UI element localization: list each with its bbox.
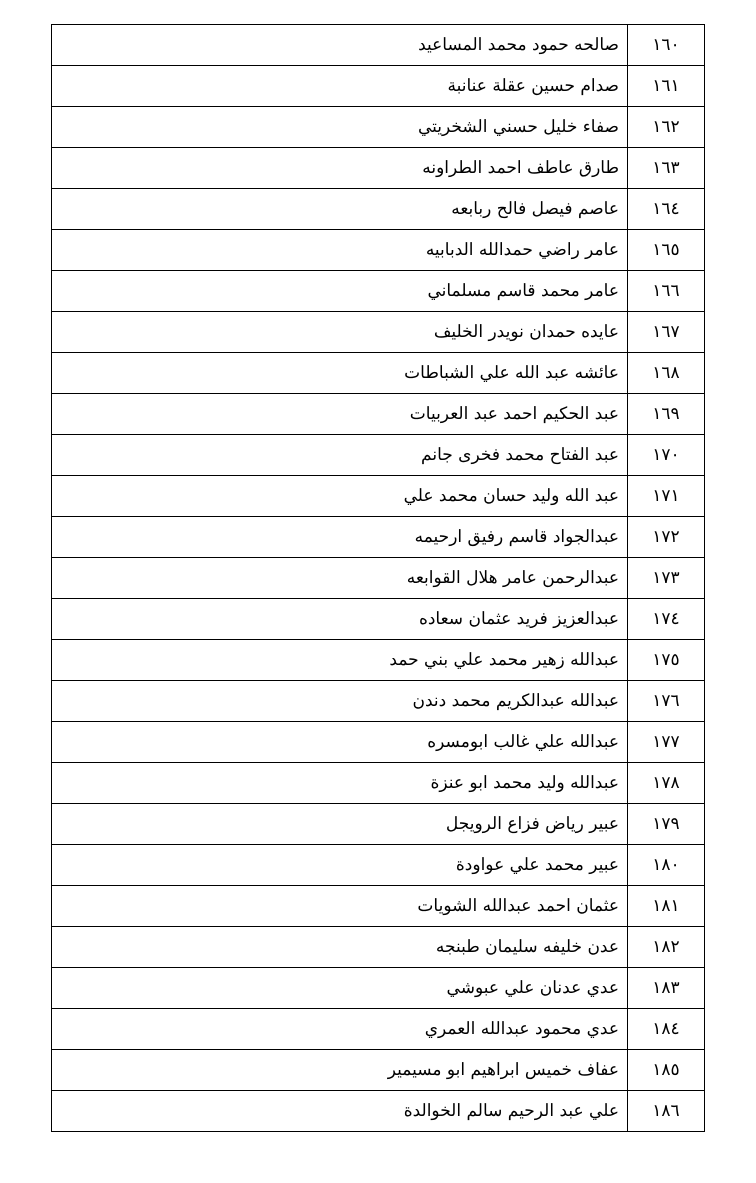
row-number: ١٧٣	[628, 558, 705, 599]
row-name: عامر محمد قاسم مسلماني	[52, 271, 628, 312]
table-row	[52, 599, 705, 640]
table-row	[52, 763, 705, 804]
row-name: عبد الحكيم احمد عبد العربيات	[52, 394, 628, 435]
row-name: عدي محمود عبدالله العمري	[52, 1009, 628, 1050]
table-row	[52, 722, 705, 763]
row-name: عبدالله زهير محمد علي بني حمد	[52, 640, 628, 681]
row-number: ١٧٧	[628, 722, 705, 763]
row-number: ١٦٣	[628, 148, 705, 189]
table-row	[52, 312, 705, 353]
table-row	[52, 271, 705, 312]
row-name: عبير محمد علي عواودة	[52, 845, 628, 886]
row-name: عدي عدنان علي عبوشي	[52, 968, 628, 1009]
row-name: عفاف خميس ابراهيم ابو مسيمير	[52, 1050, 628, 1091]
row-name: عبدالجواد قاسم رفيق ارحيمه	[52, 517, 628, 558]
row-number: ١٧٦	[628, 681, 705, 722]
row-number: ١٨٤	[628, 1009, 705, 1050]
row-number: ١٨١	[628, 886, 705, 927]
row-name: عدن خليفه سليمان طبنجه	[52, 927, 628, 968]
row-number: ١٧٩	[628, 804, 705, 845]
row-number: ١٦٤	[628, 189, 705, 230]
row-number: ١٧٠	[628, 435, 705, 476]
row-name: عائشه عبد الله علي الشباطات	[52, 353, 628, 394]
row-number: ١٧٢	[628, 517, 705, 558]
row-number: ١٦٦	[628, 271, 705, 312]
row-number: ١٦٠	[628, 25, 705, 66]
table-row	[52, 435, 705, 476]
row-number: ١٧٥	[628, 640, 705, 681]
row-number: ١٦٥	[628, 230, 705, 271]
row-number: ١٨٣	[628, 968, 705, 1009]
row-name: عامر راضي حمدالله الدبابيه	[52, 230, 628, 271]
table-row	[52, 804, 705, 845]
table-row	[52, 25, 705, 66]
table-row	[52, 476, 705, 517]
row-name: عاصم فيصل فالح ربابعه	[52, 189, 628, 230]
table-row	[52, 394, 705, 435]
table-row	[52, 681, 705, 722]
row-name: عثمان احمد عبدالله الشويات	[52, 886, 628, 927]
row-name: عبدالله عبدالكريم محمد دندن	[52, 681, 628, 722]
row-number: ١٧١	[628, 476, 705, 517]
row-number: ١٨٢	[628, 927, 705, 968]
row-number: ١٦٧	[628, 312, 705, 353]
table-row	[52, 927, 705, 968]
row-name: عبدالرحمن عامر هلال القوابعه	[52, 558, 628, 599]
table-row	[52, 1050, 705, 1091]
row-name: صدام حسين عقلة عنانبة	[52, 66, 628, 107]
row-name: علي عبد الرحيم سالم الخوالدة	[52, 1091, 628, 1132]
row-name: عايده حمدان نويدر الخليف	[52, 312, 628, 353]
row-number: ١٦٨	[628, 353, 705, 394]
table-row	[52, 230, 705, 271]
table-row	[52, 1091, 705, 1132]
row-name: عبدالله وليد محمد ابو عنزة	[52, 763, 628, 804]
row-number: ١٨٥	[628, 1050, 705, 1091]
table-row	[52, 968, 705, 1009]
names-table	[51, 24, 705, 1132]
row-number: ١٨٠	[628, 845, 705, 886]
names-table-body	[52, 25, 705, 1132]
table-row	[52, 1009, 705, 1050]
table-row	[52, 845, 705, 886]
row-name: صفاء خليل حسني الشخريتي	[52, 107, 628, 148]
table-row	[52, 886, 705, 927]
table-row	[52, 517, 705, 558]
table-row	[52, 353, 705, 394]
row-name: عبد الله وليد حسان محمد علي	[52, 476, 628, 517]
row-number: ١٨٦	[628, 1091, 705, 1132]
table-row	[52, 107, 705, 148]
row-name: طارق عاطف احمد الطراونه	[52, 148, 628, 189]
table-row	[52, 640, 705, 681]
table-row	[52, 558, 705, 599]
table-row	[52, 189, 705, 230]
row-number: ١٦٢	[628, 107, 705, 148]
row-number: ١٦٩	[628, 394, 705, 435]
row-number: ١٦١	[628, 66, 705, 107]
table-row	[52, 66, 705, 107]
row-name: عبدالعزيز فريد عثمان سعاده	[52, 599, 628, 640]
row-name: عبد الفتاح محمد فخرى جانم	[52, 435, 628, 476]
row-name: صالحه حمود محمد المساعيد	[52, 25, 628, 66]
row-name: عبير رياض فزاع الرويجل	[52, 804, 628, 845]
row-number: ١٧٨	[628, 763, 705, 804]
row-name: عبدالله علي غالب ابومسره	[52, 722, 628, 763]
table-row	[52, 148, 705, 189]
row-number: ١٧٤	[628, 599, 705, 640]
